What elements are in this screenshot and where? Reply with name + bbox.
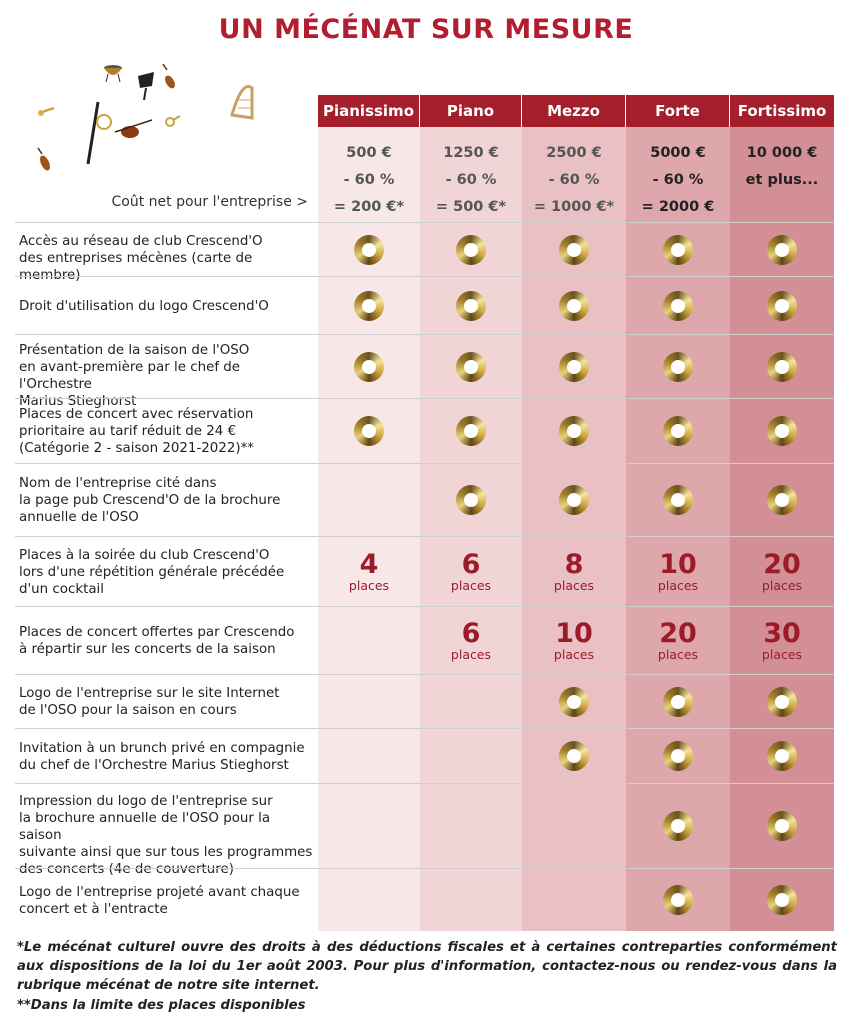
benefit-cell-pianissimo	[318, 675, 420, 728]
benefit-label: Places à la soirée du club Crescend'O lors d'une répétition générale précédée d'un cocktail	[19, 547, 285, 597]
price-discount: et plus...	[745, 172, 819, 188]
benefit-cell-forte	[626, 399, 730, 463]
places-unit: places	[553, 577, 595, 593]
trumpet-icon	[38, 108, 54, 116]
ring-icon	[663, 885, 693, 915]
places-unit: places	[450, 646, 492, 662]
clarinet-icon	[88, 102, 111, 164]
benefit-label: Présentation de la saison de l'OSO en avant-première par le chef de l'Orchestre Marius Stieghorst	[19, 342, 250, 409]
ring-icon	[767, 687, 797, 717]
ring-icon	[559, 416, 589, 446]
ring-icon	[354, 291, 384, 321]
column-header-forte: Forte	[626, 95, 730, 127]
ring-icon	[663, 416, 693, 446]
benefit-cell-piano	[420, 399, 522, 463]
page-title: UN MÉCÉNAT SUR MESURE	[218, 14, 634, 45]
ring-icon	[767, 352, 797, 382]
benefit-cell-piano	[420, 335, 522, 398]
places-count: 20	[659, 617, 697, 649]
benefit-label: Places de concert offertes par Crescendo à répartir sur les concerts de la saison	[19, 625, 295, 657]
price-amount: 5000 €	[650, 145, 706, 161]
benefit-cell-fortissimo	[730, 335, 834, 398]
ring-icon	[767, 235, 797, 265]
music-stand-icon	[138, 72, 154, 100]
violin-icon	[163, 64, 177, 90]
benefit-cell-piano	[420, 869, 522, 931]
column-header-pianissimo: Pianissimo	[318, 95, 420, 127]
table-row	[15, 276, 834, 334]
ring-icon	[663, 235, 693, 265]
price-discount: - 60 %	[652, 172, 704, 188]
benefit-cell-pianissimo	[318, 869, 420, 931]
benefit-label: Droit d'utilisation du logo Crescend'O	[19, 298, 269, 314]
benefit-cell-fortissimo	[730, 537, 834, 606]
benefit-cell-piano	[420, 537, 522, 606]
table-row	[15, 398, 834, 463]
benefit-label: Impression du logo de l'entreprise sur la brochure annuelle de l'OSO pour la saison suivante ainsi que sur tous les programmes des concerts (4e de couverture)	[19, 793, 313, 877]
benefit-cell-fortissimo	[730, 399, 834, 463]
ring-icon	[559, 741, 589, 771]
benefit-cell-fortissimo	[730, 607, 834, 674]
benefit-cell-piano	[420, 223, 522, 276]
harp-icon	[232, 87, 252, 118]
ring-icon	[354, 416, 384, 446]
places-unit: places	[761, 646, 803, 662]
benefit-cell-piano	[420, 675, 522, 728]
price-mezzo	[522, 140, 626, 222]
ring-icon	[456, 352, 486, 382]
benefit-cell-pianissimo	[318, 277, 420, 334]
ring-icon	[663, 811, 693, 841]
price-forte	[626, 140, 730, 222]
cello-icon	[115, 120, 152, 138]
price-discount: - 60 %	[343, 172, 395, 188]
places-unit: places	[761, 577, 803, 593]
places-unit: places	[450, 577, 492, 593]
benefit-cell-pianissimo	[318, 784, 420, 868]
ring-icon	[767, 416, 797, 446]
ring-icon	[354, 235, 384, 265]
price-amount: 2500 €	[546, 145, 602, 161]
places-count: 30	[763, 617, 801, 649]
price-piano	[420, 140, 522, 222]
table-row	[15, 334, 834, 409]
table-row	[15, 783, 834, 877]
benefit-cell-forte	[626, 729, 730, 783]
benefit-cell-piano	[420, 277, 522, 334]
benefit-cell-mezzo	[522, 607, 626, 674]
places-unit: places	[553, 646, 595, 662]
places-count: 4	[359, 548, 379, 580]
places-count: 6	[461, 617, 481, 649]
benefit-cell-piano	[420, 729, 522, 783]
benefit-label: Nom de l'entreprise cité dans la page pub Crescend'O de la brochure annuelle de l'OSO	[19, 476, 281, 525]
price-discount: - 60 %	[548, 172, 600, 188]
ring-icon	[354, 352, 384, 382]
timpani-icon	[104, 65, 122, 82]
ring-icon	[559, 352, 589, 382]
ring-icon	[767, 741, 797, 771]
price-fortissimo	[730, 140, 834, 222]
ring-icon	[663, 485, 693, 515]
ring-icon	[767, 811, 797, 841]
benefit-cell-piano	[420, 784, 522, 868]
places-count: 20	[763, 548, 801, 580]
benefit-label: Logo de l'entreprise projeté avant chaque concert et à l'entracte	[19, 884, 300, 917]
ring-icon	[663, 741, 693, 771]
table-row	[15, 868, 834, 931]
price-net: = 2000 €	[641, 199, 715, 215]
benefit-cell-pianissimo	[318, 607, 420, 674]
price-net: = 1000 €*	[533, 199, 615, 215]
price-amount: 1250 €	[443, 145, 499, 161]
benefit-cell-pianissimo	[318, 537, 420, 606]
benefit-cell-pianissimo	[318, 399, 420, 463]
benefit-cell-mezzo	[522, 335, 626, 398]
benefit-cell-fortissimo	[730, 729, 834, 783]
ring-icon	[767, 885, 797, 915]
price-discount: - 60 %	[445, 172, 497, 188]
places-unit: places	[657, 577, 699, 593]
benefit-cell-mezzo	[522, 464, 626, 536]
places-count: 10	[555, 617, 593, 649]
benefit-cell-mezzo	[522, 399, 626, 463]
benefit-cell-forte	[626, 464, 730, 536]
table-row	[15, 606, 834, 674]
places-count: 6	[461, 548, 481, 580]
net-cost-label: Coût net pour l'entreprise >	[111, 194, 308, 210]
ring-icon	[559, 291, 589, 321]
benefit-label: Accès au réseau de club Crescend'O des entreprises mécènes (carte de membre)	[19, 234, 263, 283]
places-count: 8	[564, 548, 584, 580]
price-amount: 500 €	[346, 145, 392, 161]
benefit-cell-forte	[626, 277, 730, 334]
price-pianissimo	[318, 140, 420, 222]
ring-icon	[663, 291, 693, 321]
ring-icon	[456, 291, 486, 321]
benefit-cell-fortissimo	[730, 784, 834, 868]
benefit-cell-fortissimo	[730, 223, 834, 276]
benefit-cell-pianissimo	[318, 729, 420, 783]
benefit-cell-mezzo	[522, 675, 626, 728]
table-row	[15, 728, 834, 783]
places-unit: places	[348, 577, 390, 593]
places-unit: places	[657, 646, 699, 662]
benefit-cell-pianissimo	[318, 335, 420, 398]
benefit-cell-mezzo	[522, 537, 626, 606]
ring-icon	[767, 485, 797, 515]
benefit-label: Places de concert avec réservation prioritaire au tarif réduit de 24 € (Catégorie 2 - saison 2021-2022)**	[19, 407, 254, 456]
horn-icon	[166, 116, 180, 126]
footnote-tax: *Le mécénat culturel ouvre des droits à des déductions fiscales et à certaines contreparties conformément aux dispositions de la loi du 1er août 2003. Pour plus d'information, contactez-nous ou rendez-vous dans la rubrique mécénat de notre site internet.	[17, 940, 837, 993]
benefit-cell-pianissimo	[318, 464, 420, 536]
benefit-cell-forte	[626, 537, 730, 606]
benefit-cell-mezzo	[522, 784, 626, 868]
violin-small-icon	[38, 148, 52, 172]
column-header-fortissimo: Fortissimo	[730, 95, 834, 127]
places-count: 10	[659, 548, 697, 580]
benefit-cell-forte	[626, 784, 730, 868]
benefit-cell-mezzo	[522, 729, 626, 783]
ring-icon	[663, 352, 693, 382]
benefit-cell-piano	[420, 607, 522, 674]
table-row	[15, 536, 834, 606]
table-row	[15, 674, 834, 728]
ring-icon	[559, 235, 589, 265]
benefit-cell-mezzo	[522, 277, 626, 334]
ring-icon	[663, 687, 693, 717]
ring-icon	[456, 416, 486, 446]
benefit-cell-mezzo	[522, 223, 626, 276]
benefit-cell-fortissimo	[730, 277, 834, 334]
ring-icon	[767, 291, 797, 321]
ring-icon	[559, 485, 589, 515]
instruments-illustration	[30, 60, 280, 185]
table-row	[15, 463, 834, 536]
ring-icon	[456, 485, 486, 515]
benefit-cell-forte	[626, 869, 730, 931]
benefit-cell-forte	[626, 675, 730, 728]
benefit-cell-fortissimo	[730, 464, 834, 536]
benefit-cell-forte	[626, 223, 730, 276]
benefit-cell-pianissimo	[318, 223, 420, 276]
benefit-label: Invitation à un brunch privé en compagnie du chef de l'Orchestre Marius Stieghorst	[19, 740, 305, 773]
benefit-cell-forte	[626, 607, 730, 674]
benefit-cell-piano	[420, 464, 522, 536]
price-net: = 500 €*	[435, 199, 507, 215]
ring-icon	[559, 687, 589, 717]
benefit-label: Logo de l'entreprise sur le site Internet de l'OSO pour la saison en cours	[19, 686, 280, 718]
column-header-piano: Piano	[420, 95, 522, 127]
benefit-cell-fortissimo	[730, 869, 834, 931]
column-header-mezzo: Mezzo	[522, 95, 626, 127]
ring-icon	[456, 235, 486, 265]
table-row	[15, 222, 834, 283]
benefit-cell-forte	[626, 335, 730, 398]
price-net: = 200 €*	[333, 199, 405, 215]
footnote-seats: **Dans la limite des places disponibles	[17, 998, 306, 1013]
price-amount: 10 000 €	[746, 145, 818, 161]
benefit-cell-mezzo	[522, 869, 626, 931]
benefit-cell-fortissimo	[730, 675, 834, 728]
